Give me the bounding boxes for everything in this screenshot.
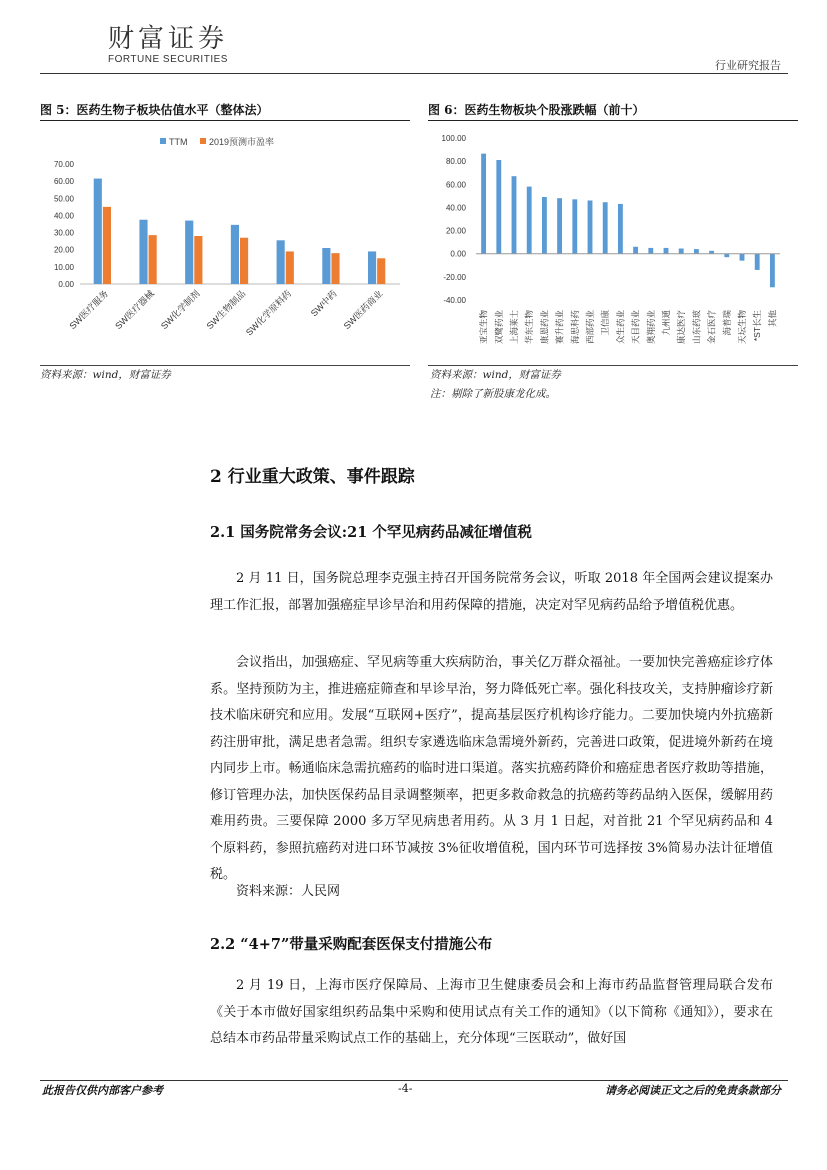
- footer-disclaimer-right: 请务必阅读正文之后的免责条款部分: [605, 1084, 781, 1097]
- x-tick-label: 金石医疗: [706, 310, 717, 345]
- bar-0-6: [368, 251, 376, 284]
- subsection-2-1-paragraph-1: 2 月 11 日，国务院总理李克强主持召开国务院常务会议，听取 2018 年全国两会建议提案办理工作汇报，部署加强癌症早诊早治和用药保障的措施，决定对罕见病药品给予增值税优惠。: [210, 571, 773, 613]
- bar-0: [481, 154, 486, 254]
- figure5-bottom-rule: [40, 365, 410, 366]
- bar-6: [572, 199, 577, 253]
- y-tick-label: 10.00: [53, 262, 74, 272]
- report-type-label: 行业研究报告: [715, 59, 781, 72]
- x-tick-label: 天目药业: [630, 310, 641, 345]
- subsection-2-1-title: 2.1 国务院常务会议:21 个罕见病药品减征增值税: [210, 524, 532, 541]
- x-tick-label: 赛升药业: [554, 310, 565, 345]
- subsection-2-1-paragraph-2: 会议指出，加强癌症、罕见病等重大疾病防治，事关亿万群众福祉。一要加快完善癌症诊疗体系。坚持预防为主，推进癌症筛查和早诊早治，努力降低死亡率。强化科技攻关，支持肿瘤诊疗新技术临床研究和应用。发展“互联网+医疗”，提高基层医疗机构诊疗能力。二要加快境内外抗癌新药注册审批，满足患者急需。组织专家遴选临床急需境外新药，完善进口政策，促进境外新药在境内同步上市。畅通临床急需抗癌药的临时进口渠道。落实抗癌药降价和癌症患者医疗救助等措施，修订管理办法，加快医保药品目录调整频率，把更多救命救急的抗癌药等药品纳入医保，缓解用药难用药贵。三要保障 2000 多万罕见病患者用药。从 3 月 1 日起，对首批 21 个罕见病药品和 4 个原料药，参照抗癌药对进口环节减按 3%征收增值税，国内环节可选择按 3%简易办法计征增值税。: [210, 655, 773, 882]
- y-tick-label: 100.00: [441, 134, 466, 143]
- y-tick-label: 0.00: [58, 280, 74, 289]
- figure5-legend: [160, 136, 274, 147]
- x-tick-label: SW化学制剂: [158, 288, 202, 332]
- figure5-title: 图 5：医药生物子板块估值水平（整体法）: [40, 103, 269, 117]
- bar-1-6: [377, 258, 385, 284]
- x-tick-label: 康达医疗: [676, 310, 687, 345]
- x-tick-label: SW医疗服务: [67, 288, 111, 332]
- x-tick-label: 众生药业: [615, 310, 626, 345]
- x-tick-label: 山东药玻: [691, 310, 702, 345]
- bar-5: [557, 198, 562, 254]
- figure5-source: 资料来源：wind，财富证券: [40, 369, 171, 381]
- bar-0-1: [139, 220, 147, 284]
- x-tick-label: SW化学原料药: [243, 288, 294, 338]
- legend-label-0: TTM: [169, 137, 188, 147]
- bar-1-1: [149, 235, 157, 284]
- bar-12: [664, 248, 669, 254]
- x-tick-label: SW中药: [308, 288, 339, 319]
- header-rule: [40, 73, 788, 74]
- bar-0-5: [322, 248, 330, 284]
- x-tick-label: 上海莱士: [509, 310, 519, 345]
- x-tick-label: 天坛生物: [737, 310, 747, 345]
- x-tick-label: 西部药业: [585, 310, 595, 345]
- x-tick-label: SW医药商业: [341, 288, 385, 332]
- y-tick-label: 40.00: [445, 203, 466, 213]
- bar-1-2: [194, 236, 202, 284]
- x-tick-label: 其他: [767, 310, 778, 328]
- y-tick-label: -40.00: [443, 296, 466, 305]
- legend-label-1: 2019预测市盈率: [209, 137, 275, 147]
- figure6-bottom-rule: [428, 365, 798, 366]
- figure6-chart: [428, 124, 798, 364]
- bar-14: [694, 249, 699, 254]
- bar-0-4: [277, 240, 285, 284]
- y-tick-label: 30.00: [53, 228, 74, 238]
- y-tick-label: 60.00: [445, 180, 466, 190]
- bar-16: [724, 254, 729, 257]
- subsection-2-1-source: 资料来源：人民网: [236, 884, 341, 899]
- bar-1-4: [286, 251, 294, 284]
- subsection-2-2-title: 2.2 “4+7”带量采购配套医保支付措施公布: [210, 936, 493, 953]
- x-tick-label: 康恩药业: [539, 310, 550, 345]
- bar-1-3: [240, 238, 248, 284]
- y-tick-label: 40.00: [53, 211, 74, 221]
- logo-chinese: 财富证券: [108, 24, 229, 54]
- bar-2: [512, 176, 517, 254]
- bar-0-0: [94, 179, 102, 284]
- x-tick-label: 九州通: [661, 310, 671, 336]
- page-number: -4-: [398, 1082, 413, 1095]
- legend-swatch-1: [200, 138, 206, 144]
- y-tick-label: 20.00: [445, 226, 466, 236]
- y-tick-label: -20.00: [443, 272, 466, 282]
- bar-1-0: [103, 207, 111, 284]
- legend-swatch-0: [160, 138, 166, 144]
- bar-0-2: [185, 221, 193, 284]
- section-title: 2 行业重大政策、事件跟踪: [210, 467, 415, 487]
- bar-13: [679, 249, 684, 254]
- x-tick-label: 奥翔药业: [645, 310, 656, 345]
- y-tick-label: 70.00: [53, 160, 74, 169]
- bar-0-3: [231, 225, 239, 284]
- x-tick-label: 华东生物: [524, 310, 535, 345]
- y-tick-label: 0.00: [450, 249, 466, 259]
- figure5-chart: [40, 124, 410, 364]
- bar-1-5: [331, 253, 339, 284]
- bar-18: [755, 254, 760, 270]
- logo-english: FORTUNE SECURITIES: [108, 54, 228, 65]
- y-tick-label: 60.00: [53, 177, 74, 187]
- figure6-source: 资料来源：wind，财富证券: [430, 369, 561, 381]
- y-tick-label: 20.00: [53, 245, 74, 255]
- footer-rule: [40, 1080, 788, 1081]
- bar-10: [633, 247, 638, 254]
- x-tick-label: 亚宝生物: [478, 310, 489, 345]
- figure6-note: 注：剔除了新股康龙化成。: [430, 388, 556, 400]
- bar-9: [618, 204, 623, 254]
- y-tick-label: 80.00: [445, 157, 466, 167]
- bar-4: [542, 197, 547, 254]
- x-tick-label: *ST长生: [752, 310, 763, 342]
- x-tick-label: 双鹭药业: [493, 310, 504, 345]
- figure5-top-rule: [40, 120, 410, 121]
- bar-8: [603, 202, 608, 253]
- footer-disclaimer-left: 此报告仅供内部客户参考: [42, 1084, 163, 1097]
- x-tick-label: SW医疗器械: [113, 288, 156, 332]
- bar-7: [588, 200, 593, 253]
- x-tick-label: SW生物制品: [204, 288, 248, 332]
- bar-19: [770, 254, 775, 288]
- bar-11: [648, 248, 653, 254]
- bar-17: [740, 254, 745, 261]
- x-tick-label: 海思科药: [569, 310, 580, 345]
- figure6-top-rule: [428, 120, 798, 121]
- y-tick-label: 50.00: [53, 194, 74, 204]
- bar-3: [527, 187, 532, 254]
- x-tick-label: 海普瑞: [721, 310, 732, 336]
- figure6-title: 图 6：医药生物板块个股涨跌幅（前十）: [428, 103, 645, 117]
- bar-1: [496, 160, 501, 254]
- x-tick-label: 卫信康: [600, 310, 611, 336]
- subsection-2-2-paragraph-1: 2 月 19 日，上海市医疗保障局、上海市卫生健康委员会和上海市药品监督管理局联合发布《关于本市做好国家组织药品集中采购和使用试点有关工作的通知》（以下简称《通知》），要求在总结本市药品带量采购试点工作的基础上，充分体现“三医联动”，做好国: [210, 978, 773, 1046]
